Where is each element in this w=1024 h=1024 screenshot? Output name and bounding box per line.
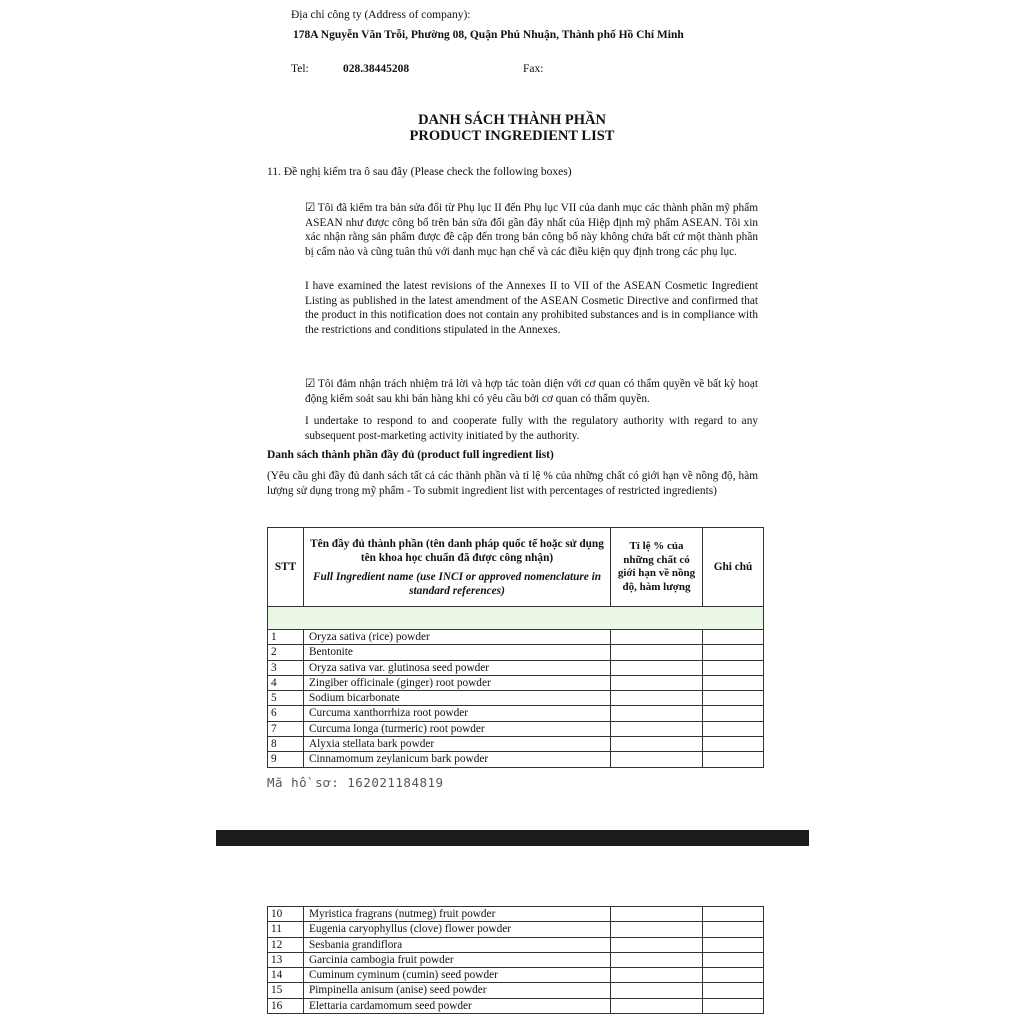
ingredient-note <box>703 937 764 952</box>
check1-en: I have examined the latest revisions of the Annexes II to VII of the ASEAN Cosmetic Ingredient Listing as published in the latest amendment of the ASEAN Cosmetic Directive and confirmed that the product in this notification does not contain any prohibited substances and is in compliance with the restrictions and conditions stipulated in the Annexes. <box>305 280 758 336</box>
ingredient-pct <box>611 645 703 660</box>
row-number: 11 <box>268 922 304 937</box>
ingredient-name: Sodium bicarbonate <box>304 691 611 706</box>
row-number: 7 <box>268 721 304 736</box>
ingredient-pct <box>611 922 703 937</box>
ingredient-note <box>703 922 764 937</box>
ingredient-pct <box>611 907 703 922</box>
full-list-note: (Yêu cầu ghi đầy đủ danh sách tất cả các thành phần và tỉ lệ % của những chất có giới hạn về nồng độ, hàm lượng sử dụng trong mỹ phẩm - To submit ingredient list with percentages of restricted ingredients) <box>267 470 758 497</box>
ingredient-note <box>703 998 764 1013</box>
ingredient-name: Bentonite <box>304 645 611 660</box>
table-row <box>268 737 764 752</box>
row-number: 9 <box>268 752 304 767</box>
header-name-vi: Tên đầy đủ thành phần (tên danh pháp quốc tế hoặc sử dụng tên khoa học chuẩn đã được công nhận) <box>310 537 604 564</box>
ingredient-pct <box>611 752 703 767</box>
ingredient-note <box>703 691 764 706</box>
table-row <box>268 922 764 937</box>
check2-vi: ☑ Tôi đảm nhận trách nhiệm trả lời và hợp tác toàn diện với cơ quan có thẩm quyền về bất kỳ hoạt động kiểm soát sau khi bán hàng khi có yêu cầu bởi cơ quan có thẩm quyền. <box>305 378 758 405</box>
ingredient-note <box>703 752 764 767</box>
ingredient-name: Cinnamomum zeylanicum bark powder <box>304 752 611 767</box>
row-number: 10 <box>268 907 304 922</box>
table-row <box>268 630 764 645</box>
row-number: 13 <box>268 952 304 967</box>
ingredient-name: Myristica fragrans (nutmeg) fruit powder <box>304 907 611 922</box>
ingredient-note <box>703 737 764 752</box>
table-row <box>268 937 764 952</box>
row-number: 12 <box>268 937 304 952</box>
row-number: 6 <box>268 706 304 721</box>
table-row <box>268 752 764 767</box>
header-stt: STT <box>268 528 304 607</box>
row-number: 16 <box>268 998 304 1013</box>
fax-label: Fax: <box>523 63 544 75</box>
ingredient-note <box>703 630 764 645</box>
table-row <box>268 907 764 922</box>
title-vi: DANH SÁCH THÀNH PHẦN <box>418 112 606 128</box>
title-en: PRODUCT INGREDIENT LIST <box>409 128 615 144</box>
ingredient-pct <box>611 998 703 1013</box>
row-number: 8 <box>268 737 304 752</box>
tel-label: Tel: <box>291 63 309 75</box>
ingredient-table-continued <box>267 906 764 1014</box>
table-row <box>268 721 764 736</box>
ingredient-name: Elettaria cardamomum seed powder <box>304 998 611 1013</box>
ingredient-note <box>703 675 764 690</box>
ingredient-pct <box>611 706 703 721</box>
ingredient-name: Sesbania grandiflora <box>304 937 611 952</box>
table-row <box>268 706 764 721</box>
table-row <box>268 983 764 998</box>
row-number: 14 <box>268 968 304 983</box>
ingredient-note <box>703 952 764 967</box>
ingredient-name: Garcinia cambogia fruit powder <box>304 952 611 967</box>
ingredient-name: Cuminum cyminum (cumin) seed powder <box>304 968 611 983</box>
check2-en: I undertake to respond to and cooperate fully with the regulatory authority with regard to any subsequent post-marketing activity initiated by the authority. <box>305 415 758 442</box>
ingredient-note <box>703 983 764 998</box>
table-row <box>268 998 764 1013</box>
ingredient-pct <box>611 675 703 690</box>
ingredient-pct <box>611 691 703 706</box>
ingredient-name: Curcuma xanthorrhiza root powder <box>304 706 611 721</box>
ingredient-pct <box>611 952 703 967</box>
header-name-en: Full Ingredient name (use INCI or approved nomenclature in standard references) <box>312 570 602 597</box>
row-number: 15 <box>268 983 304 998</box>
ingredient-note <box>703 660 764 675</box>
section-11-heading: 11. Đề nghị kiểm tra ô sau đây (Please check the following boxes) <box>267 166 572 178</box>
ingredient-name: Alyxia stellata bark powder <box>304 737 611 752</box>
ingredient-note <box>703 968 764 983</box>
ingredient-pct <box>611 660 703 675</box>
header-name <box>304 528 611 607</box>
row-number: 1 <box>268 630 304 645</box>
full-list-heading: Danh sách thành phần đầy đủ (product full ingredient list) <box>267 449 554 461</box>
tel-value: 028.38445208 <box>343 63 410 75</box>
check1-vi: ☑ Tôi đã kiểm tra bản sửa đổi từ Phụ lục II đến Phụ lục VII của danh mục các thành phần mỹ phẩm ASEAN như được công bố trên bản sửa đổi gần đây nhất của Hiệp định mỹ phẩm ASEAN. Tôi xin xác nhận rằng sản phẩm được đề cập đến trong bản công bố này không chứa bất cứ một thành phần bị cấm nào và cũng tuân thủ với danh mục hạn chế và các điều kiện quy định trong các phụ lục. <box>305 202 758 258</box>
table-group-row <box>268 607 764 630</box>
table-row <box>268 952 764 967</box>
ingredient-name: Oryza sativa (rice) powder <box>304 630 611 645</box>
ingredient-pct <box>611 937 703 952</box>
table-row <box>268 675 764 690</box>
ingredient-name: Pimpinella anisum (anise) seed powder <box>304 983 611 998</box>
row-number: 5 <box>268 691 304 706</box>
ingredient-note <box>703 907 764 922</box>
company-address: 178A Nguyễn Văn Trỗi, Phường 08, Quận Phú Nhuận, Thành phố Hồ Chí Minh <box>293 29 684 41</box>
table-row <box>268 645 764 660</box>
ingredient-name: Curcuma longa (turmeric) root powder <box>304 721 611 736</box>
table-row <box>268 660 764 675</box>
ingredient-note <box>703 706 764 721</box>
page-separator <box>216 830 809 846</box>
row-number: 4 <box>268 675 304 690</box>
address-label: Địa chỉ công ty (Address of company): <box>291 9 471 21</box>
header-pct: Tỉ lệ % của những chất có giới hạn về nồng độ, hàm lượng <box>611 528 703 607</box>
ingredient-table <box>267 527 764 768</box>
row-number: 2 <box>268 645 304 660</box>
table-row <box>268 691 764 706</box>
ingredient-note <box>703 721 764 736</box>
row-number: 3 <box>268 660 304 675</box>
ingredient-pct <box>611 983 703 998</box>
header-note: Ghi chú <box>703 528 764 607</box>
ingredient-note <box>703 645 764 660</box>
file-code: Mã hồ sơ: 162021184819 <box>267 775 444 790</box>
ingredient-name: Zingiber officinale (ginger) root powder <box>304 675 611 690</box>
ingredient-pct <box>611 630 703 645</box>
ingredient-name: Oryza sativa var. glutinosa seed powder <box>304 660 611 675</box>
ingredient-name: Eugenia caryophyllus (clove) flower powder <box>304 922 611 937</box>
table-row <box>268 968 764 983</box>
ingredient-pct <box>611 721 703 736</box>
ingredient-pct <box>611 968 703 983</box>
ingredient-pct <box>611 737 703 752</box>
